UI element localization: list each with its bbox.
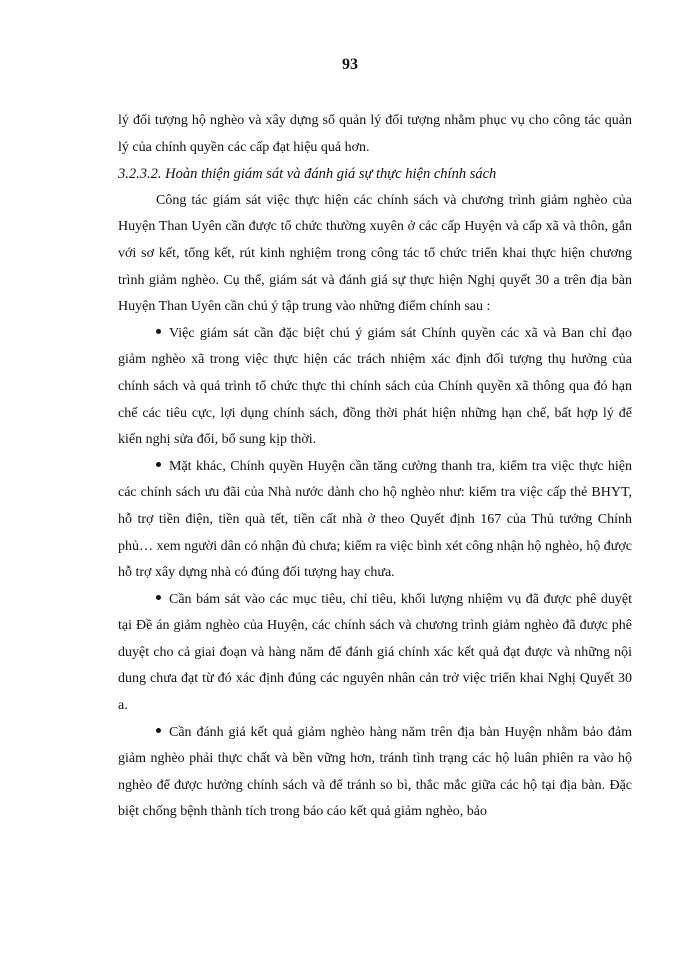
section-heading: 3.2.3.2. Hoàn thiện giám sát và đánh giá sự thực hiện chính sách — [118, 166, 497, 183]
bullet-icon — [156, 329, 161, 334]
intro-paragraph: Công tác giám sát việc thực hiện các chính sách và chương trình giảm nghèo của Huyện Than Uyên cần được tổ chức thường xuyên ở các cấp Huyện và cấp xã và thôn, gắn với sơ kết, tổng kết, rút kinh nghiệm trong công tác tổ chức triển khai thực hiện chương trình giảm nghèo. Cụ thể, giám sát và đánh giá sự thực hiện Nghị quyết 30 a trên địa bàn Huyện Than Uyên cần chú ý tập trung vào những điểm chính sau : — [118, 192, 632, 315]
bullet-icon — [156, 728, 161, 733]
bullet-text: Cần bám sát vào các mục tiêu, chỉ tiêu, khối lượng nhiệm vụ đã được phê duyệt tại Đề án giảm nghèo của Huyện, các chính sách và chương trình giảm nghèo đã được phê duyệt cho cả giai đoạn và hàng năm để đánh giá chính xác kết quả đạt được và những nội dung chưa đạt từ đó xác định đúng các nguyên nhân cản trở việc triển khai Nghị Quyết 30 a. — [118, 591, 632, 714]
bullet-paragraph-4 — [118, 720, 632, 826]
bullet-paragraph-1 — [118, 321, 632, 454]
page-number: 93 — [342, 56, 358, 73]
lead-paragraph: lý đối tượng hộ nghèo và xây dựng sổ quản lý đối tượng nhằm phục vụ cho công tác quản lý của chính quyền các cấp đạt hiệu quả hơn. — [118, 113, 632, 155]
page-body — [118, 108, 632, 826]
bullet-icon — [156, 595, 161, 600]
bullet-paragraph-2 — [118, 454, 632, 587]
bullet-text: Cần đánh giá kết quả giảm nghèo hàng năm trên địa bàn Huyện nhằm bảo đảm giảm nghèo phải thực chất và bền vững hơn, tránh tình trạng các hộ luân phiên ra vào hộ nghèo để được hưởng chính sách và để tránh so bì, thắc mắc giữa các hộ tại địa bàn. Đặc biệt chống bệnh thành tích trong báo cáo kết quả giảm nghèo, bảo — [118, 724, 632, 820]
bullet-text: Mặt khác, Chính quyền Huyện cần tăng cường thanh tra, kiểm tra việc thực hiện các chính sách ưu đãi của Nhà nước dành cho hộ nghèo như: kiểm tra việc cấp thẻ BHYT, hỗ trợ tiền điện, tiền quà tết, tiền cất nhà ở theo Quyết định 167 của Thủ tướng Chính phủ… xem người dân có nhận đủ chưa; kiểm ra việc bình xét công nhận hộ nghèo, hộ được hỗ trợ xây dựng nhà có đúng đối tượng hay chưa. — [118, 458, 632, 581]
bullet-icon — [156, 462, 161, 467]
bullet-text: Việc giám sát cần đặc biệt chú ý giám sát Chính quyền các xã và Ban chỉ đạo giảm nghèo xã trong việc thực hiện các trách nhiệm xác định đối tượng thụ hưởng của chính sách và quá trình tổ chức thực thi chính sách của Chính quyền xã thông qua đó hạn chế các tiêu cực, lợi dụng chính sách, đồng thời phát hiện những hạn chế, bất hợp lý để kiến nghị sửa đổi, bổ sung kịp thời. — [118, 325, 632, 448]
bullet-paragraph-3 — [118, 587, 632, 720]
